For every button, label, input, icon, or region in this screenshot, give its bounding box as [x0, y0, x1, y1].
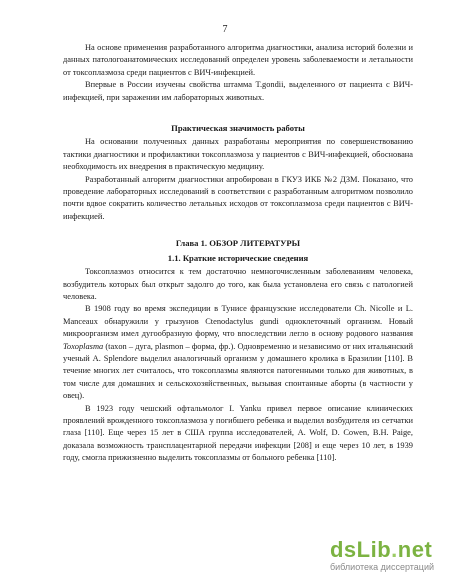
text-span: (taxon – дуга, plasmon – форма, фр.). Одновременно и независимо от них итальянский ученый A. Splendore выделил аналогичный организм у домашнего кролика в Бразилии [110]. В течение многих лет считалось, что токсоплазмы являются патогенными только для животных, в том числе для домашних и сельскохозяйственных, вызывая спонтанные аборты (в частности у овец). — [63, 341, 413, 401]
chapter-heading: Глава 1. ОБЗОР ЛИТЕРАТУРЫ — [175, 238, 301, 249]
page-number: 7 — [222, 24, 228, 35]
dslib-logo — [330, 538, 434, 562]
logo-main-text: dsLib — [329, 537, 392, 562]
logo-tld-text: net — [397, 537, 433, 562]
text-span: В 1908 году во время экспедиции в Тунисе французские исследователи Ch. Nicolle и L. Manceaux обнаружили у грызунов Ctenodactylus gundi одноклеточный организм. Новый микроорганизм имел дугообразную форму, что впоследствии легло в основу родового названия — [63, 304, 413, 339]
section-heading-practical: Практическая значимость работы — [171, 123, 305, 134]
paragraph: Разработанный алгоритм диагностики апробирован в ГКУЗ ИКБ №2 ДЗМ. Показано, что проведение лабораторных исследований в соответствии с разработанным алгоритмом позволило почти вдвое сократить количество летальных исходов от токсоплазмоза среди пациентов с ВИЧ-инфекцией. — [63, 174, 413, 221]
paragraph: Впервые в России изучены свойства штамма T.gondii, выделенного от пациента с ВИЧ-инфекцией, при заражении им лабораторных животных. — [63, 80, 413, 102]
watermark — [330, 538, 434, 572]
watermark-subtitle: библиотека диссертаций — [329, 562, 434, 572]
section-heading-history: 1.1. Краткие исторические сведения — [167, 252, 309, 263]
paragraph: На основании полученных данных разработаны мероприятия по совершенствованию тактики диагностики и профилактики токсоплазмоза у пациентов с ВИЧ-инфекцией, обоснована необходимость их внедрения в практическую медицину. — [63, 137, 413, 172]
logo-dot: . — [391, 537, 398, 562]
genus-name: Toxoplasma — [63, 341, 104, 351]
paragraph: На основе применения разработанного алгоритма диагностики, анализа историй болезни и данных патологоанатомических исследований определен уровень заболеваемости и летальности от токсоплазмоза среди пациентов с ВИЧ-инфекцией. — [63, 43, 413, 77]
paragraph: В 1923 году чешский офтальмолог I. Yanku привел первое описание клинических проявлений врожденного токсоплазмоза у погибшего ребенка и выделил возбудителя из сетчатки глаза [110]. Еще через 15 лет в США группа исследователей, A. Wolf, D. Cowen, B.H. Paige, доказала возможность трансплацентарной передачи инфекции [208] и еще через 10 лет, в 1939 году, смогла прижизненно выделить токсоплазмы от больного ребенка [110]. — [63, 403, 413, 463]
document-body — [63, 42, 413, 465]
paragraph: Токсоплазмоз относится к тем достаточно немногочисленным заболеваниям человека, возбудитель которых был открыт задолго до того, как была установлена его связь с патологией человека. — [63, 267, 413, 301]
paragraph — [63, 303, 413, 402]
